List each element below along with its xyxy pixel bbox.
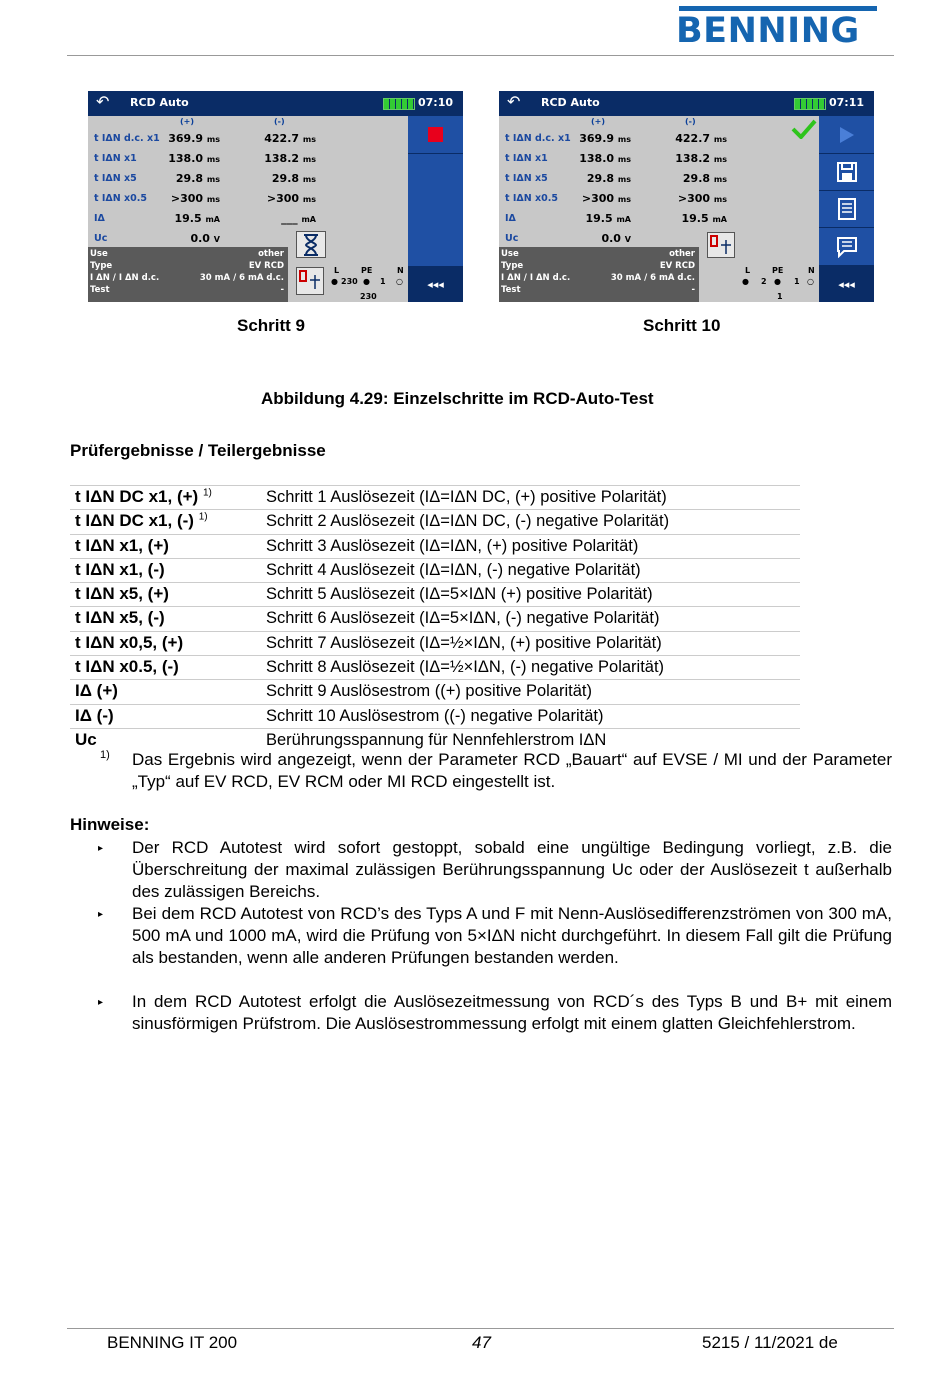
value-minus: 29.8 ms bbox=[271, 172, 316, 185]
clock: 07:10 bbox=[418, 96, 454, 109]
terminal-dot-icon: ● bbox=[363, 277, 370, 286]
row-label: IΔ bbox=[94, 213, 105, 224]
param-label: Use bbox=[501, 249, 519, 259]
comment-button[interactable] bbox=[819, 228, 874, 266]
terminal-label-PE: PE bbox=[772, 266, 784, 275]
table-row: t IΔN x0,5, (+) Schritt 7 Auslösezeit (IΔ=½×IΔN, (+) positive Polarität) bbox=[70, 631, 800, 655]
screen-title-bar bbox=[88, 91, 463, 116]
results-list-button[interactable] bbox=[819, 191, 874, 228]
voltage-L-PE: 2 bbox=[761, 277, 767, 286]
more-options-button[interactable]: ◂◂◂ bbox=[819, 266, 874, 302]
param-label: I ΔN / I ΔN d.c. bbox=[90, 273, 160, 283]
param-label: Test bbox=[501, 285, 521, 295]
battery-icon bbox=[794, 98, 826, 110]
value-plus: 369.9 ms bbox=[579, 132, 631, 145]
value-plus: 138.0 ms bbox=[168, 152, 220, 165]
terminal-label-N: N bbox=[397, 266, 404, 275]
terminal-dot-icon: ● bbox=[331, 277, 338, 286]
row-label: t IΔN x1 bbox=[505, 153, 548, 164]
table-row: IΔ (+) Schritt 9 Auslösestrom ((+) positive Polarität) bbox=[70, 679, 800, 703]
polarity-minus: (-) bbox=[274, 117, 285, 126]
param-value: 30 mA / 6 mA d.c. bbox=[610, 273, 695, 283]
terminal-dot-icon: ● bbox=[774, 277, 781, 286]
value-minus: 19.5 mA bbox=[681, 212, 727, 225]
value-plus: >300 ms bbox=[170, 192, 220, 205]
table-row: t IΔN DC x1, (-) $^{1)}$ Schritt 2 Auslösezeit (IΔ=IΔN DC, (-) negative Polarität) bbox=[70, 509, 800, 533]
value-plus: 19.5 mA bbox=[174, 212, 220, 225]
value-plus: 369.9 ms bbox=[168, 132, 220, 145]
value-plus: 0.0 V bbox=[190, 232, 220, 245]
results-table bbox=[70, 485, 800, 752]
start-button[interactable] bbox=[819, 116, 874, 154]
param-value: other bbox=[669, 249, 695, 259]
terminal-dot-icon: ● bbox=[742, 277, 749, 286]
value-minus: >300 ms bbox=[266, 192, 316, 205]
param-value: other bbox=[258, 249, 284, 259]
footer-divider bbox=[67, 1328, 894, 1329]
value-plus: 138.0 ms bbox=[579, 152, 631, 165]
param-label: I ΔN / I ΔN d.c. bbox=[501, 273, 571, 283]
param-value: EV RCD bbox=[659, 261, 695, 271]
table-row: t IΔN x1, (+) Schritt 3 Auslösezeit (IΔ=IΔN, (+) positive Polarität) bbox=[70, 534, 800, 558]
hints-title: Hinweise: bbox=[70, 815, 150, 834]
benning-logo: BENNING bbox=[676, 11, 860, 51]
value-plus: >300 ms bbox=[581, 192, 631, 205]
value-plus: 29.8 ms bbox=[175, 172, 220, 185]
bullet-icon: ▸ bbox=[98, 843, 104, 854]
more-options-button[interactable]: ◂◂◂ bbox=[408, 266, 463, 302]
param-label: Type bbox=[90, 261, 113, 271]
param-value: EV RCD bbox=[248, 261, 284, 271]
test-mode-icon bbox=[296, 267, 324, 295]
screen-title: RCD Auto bbox=[541, 96, 600, 109]
value-minus: 138.2 ms bbox=[264, 152, 316, 165]
param-value: 30 mA / 6 mA d.c. bbox=[199, 273, 284, 283]
play-icon bbox=[839, 126, 855, 144]
row-label: t IΔN d.c. x1 bbox=[505, 133, 571, 144]
value-minus: 138.2 ms bbox=[675, 152, 727, 165]
voltage-PE-N: 1 bbox=[380, 277, 386, 286]
voltage-PE-N: 1 bbox=[794, 277, 800, 286]
param-label: Test bbox=[90, 285, 110, 295]
footer-product: BENNING IT 200 bbox=[107, 1333, 238, 1352]
param-label: Type bbox=[501, 261, 524, 271]
test-mode-icon bbox=[707, 232, 735, 258]
row-label: Uc bbox=[94, 233, 108, 244]
instrument-screen-step-9 bbox=[88, 91, 463, 302]
hint-item: Der RCD Autotest wird sofort gestoppt, sobald eine ungültige Bedingung vorliegt, z.B. die Überschreitung der maximal zulässigen Berührungsspannung Uc oder der Auslösezeit t außerhalb des zulässigen Bereichs. bbox=[132, 838, 892, 901]
voltage-L-N: 1 bbox=[777, 292, 783, 301]
row-label: t IΔN d.c. x1 bbox=[94, 133, 160, 144]
hint-item: In dem RCD Autotest erfolgt die Auslösezeitmessung von RCD´s des Typs B und B+ mit einem sinusförmigen Prüfstrom. Die Auslösestrommessung erfolgt mit einem glatten Gleichfehlerstrom. bbox=[132, 992, 892, 1033]
table-row: t IΔN DC x1, (+) $^{1)}$ Schritt 1 Auslösezeit (IΔ=IΔN DC, (+) positive Polarität) bbox=[70, 485, 800, 509]
row-label: t IΔN x1 bbox=[94, 153, 137, 164]
bullet-icon: ▸ bbox=[98, 997, 104, 1008]
screen-title-bar bbox=[499, 91, 874, 116]
value-plus: 0.0 V bbox=[601, 232, 631, 245]
figure-title: Abbildung 4.29: Einzelschritte im RCD-Auto-Test bbox=[261, 389, 654, 408]
value-minus: 29.8 ms bbox=[682, 172, 727, 185]
row-label: t IΔN x0.5 bbox=[94, 193, 147, 204]
table-row: t IΔN x5, (-) Schritt 6 Auslösezeit (IΔ=5×IΔN, (-) negative Polarität) bbox=[70, 606, 800, 630]
row-label: t IΔN x0.5 bbox=[505, 193, 558, 204]
footer-doc-id: 5215 / 11/2021 de bbox=[702, 1333, 838, 1352]
screen-title: RCD Auto bbox=[130, 96, 189, 109]
terminal-label-PE: PE bbox=[361, 266, 373, 275]
parameter-panel bbox=[88, 247, 288, 302]
terminal-ring-icon: ○ bbox=[807, 277, 814, 286]
terminal-label-L: L bbox=[334, 266, 340, 275]
check-icon bbox=[791, 119, 817, 143]
battery-icon bbox=[383, 98, 415, 110]
save-icon bbox=[836, 161, 858, 183]
row-label: Uc bbox=[505, 233, 519, 244]
row-label: IΔ bbox=[505, 213, 516, 224]
back-arrow-icon[interactable]: ↶ bbox=[96, 92, 110, 111]
terminal-ring-icon: ○ bbox=[396, 277, 403, 286]
side-toolbar bbox=[819, 116, 874, 302]
clock: 07:11 bbox=[829, 96, 865, 109]
section-title: Prüfergebnisse / Teilergebnisse bbox=[70, 441, 326, 460]
parameter-panel bbox=[499, 247, 699, 302]
value-minus: 422.7 ms bbox=[264, 132, 316, 145]
stop-button[interactable] bbox=[408, 116, 463, 154]
polarity-minus: (-) bbox=[685, 117, 696, 126]
table-row: t IΔN x0.5, (-) Schritt 8 Auslösezeit (IΔ=½×IΔN, (-) negative Polarität) bbox=[70, 655, 800, 679]
voltage-L-PE: 230 bbox=[341, 277, 358, 286]
hourglass-icon bbox=[296, 231, 326, 258]
terminal-label-N: N bbox=[808, 266, 815, 275]
table-row: Uc Berührungsspannung für Nennfehlerstrom IΔN bbox=[70, 728, 800, 752]
table-row: t IΔN x1, (-) Schritt 4 Auslösezeit (IΔ=IΔN, (-) negative Polarität) bbox=[70, 558, 800, 582]
polarity-plus: (+) bbox=[591, 117, 606, 126]
value-minus: ___ mA bbox=[281, 212, 316, 225]
polarity-plus: (+) bbox=[180, 117, 195, 126]
terminal-label-L: L bbox=[745, 266, 751, 275]
param-value: - bbox=[280, 285, 284, 295]
table-row: IΔ (-) Schritt 10 Auslösestrom ((-) negative Polarität) bbox=[70, 704, 800, 728]
comment-icon bbox=[836, 236, 858, 258]
value-plus: 29.8 ms bbox=[586, 172, 631, 185]
instrument-screen-step-10 bbox=[499, 91, 874, 302]
value-minus: 422.7 ms bbox=[675, 132, 727, 145]
page-number: 47 bbox=[472, 1333, 491, 1352]
bullet-icon: ▸ bbox=[98, 909, 104, 920]
value-minus: >300 ms bbox=[677, 192, 727, 205]
back-arrow-icon[interactable]: ↶ bbox=[507, 92, 521, 111]
stop-icon bbox=[428, 127, 443, 142]
caption-step-10: Schritt 10 bbox=[643, 316, 721, 335]
header-divider bbox=[67, 55, 894, 56]
row-label: t IΔN x5 bbox=[94, 173, 137, 184]
save-button[interactable] bbox=[819, 154, 874, 191]
caption-step-9: Schritt 9 bbox=[237, 316, 306, 335]
footnote-mark: 1) bbox=[100, 749, 110, 761]
side-toolbar bbox=[408, 116, 463, 302]
param-value: - bbox=[691, 285, 695, 295]
param-label: Use bbox=[90, 249, 108, 259]
hint-item: Bei dem RCD Autotest von RCD’s des Typs A und F mit Nenn-Auslösedifferenzströmen von 300 mA, 500 mA und 1000 mA, wird die Prüfung von 5×IΔN nicht durchgeführt. In diesem Fall gilt die Prüfung als bestanden, wenn alle anderen Prüfungen bestanden werden. bbox=[132, 904, 892, 967]
row-label: t IΔN x5 bbox=[505, 173, 548, 184]
footnote-text: Das Ergebnis wird angezeigt, wenn der Parameter RCD „Bauart“ auf EVSE / MI und der Parameter „Typ“ auf EV RCD, EV RCM oder MI RCD eingestellt ist. bbox=[132, 750, 892, 791]
list-icon bbox=[837, 198, 857, 220]
table-row: t IΔN x5, (+) Schritt 5 Auslösezeit (IΔ=5×IΔN (+) positive Polarität) bbox=[70, 582, 800, 606]
voltage-L-N: 230 bbox=[360, 292, 377, 301]
value-plus: 19.5 mA bbox=[585, 212, 631, 225]
